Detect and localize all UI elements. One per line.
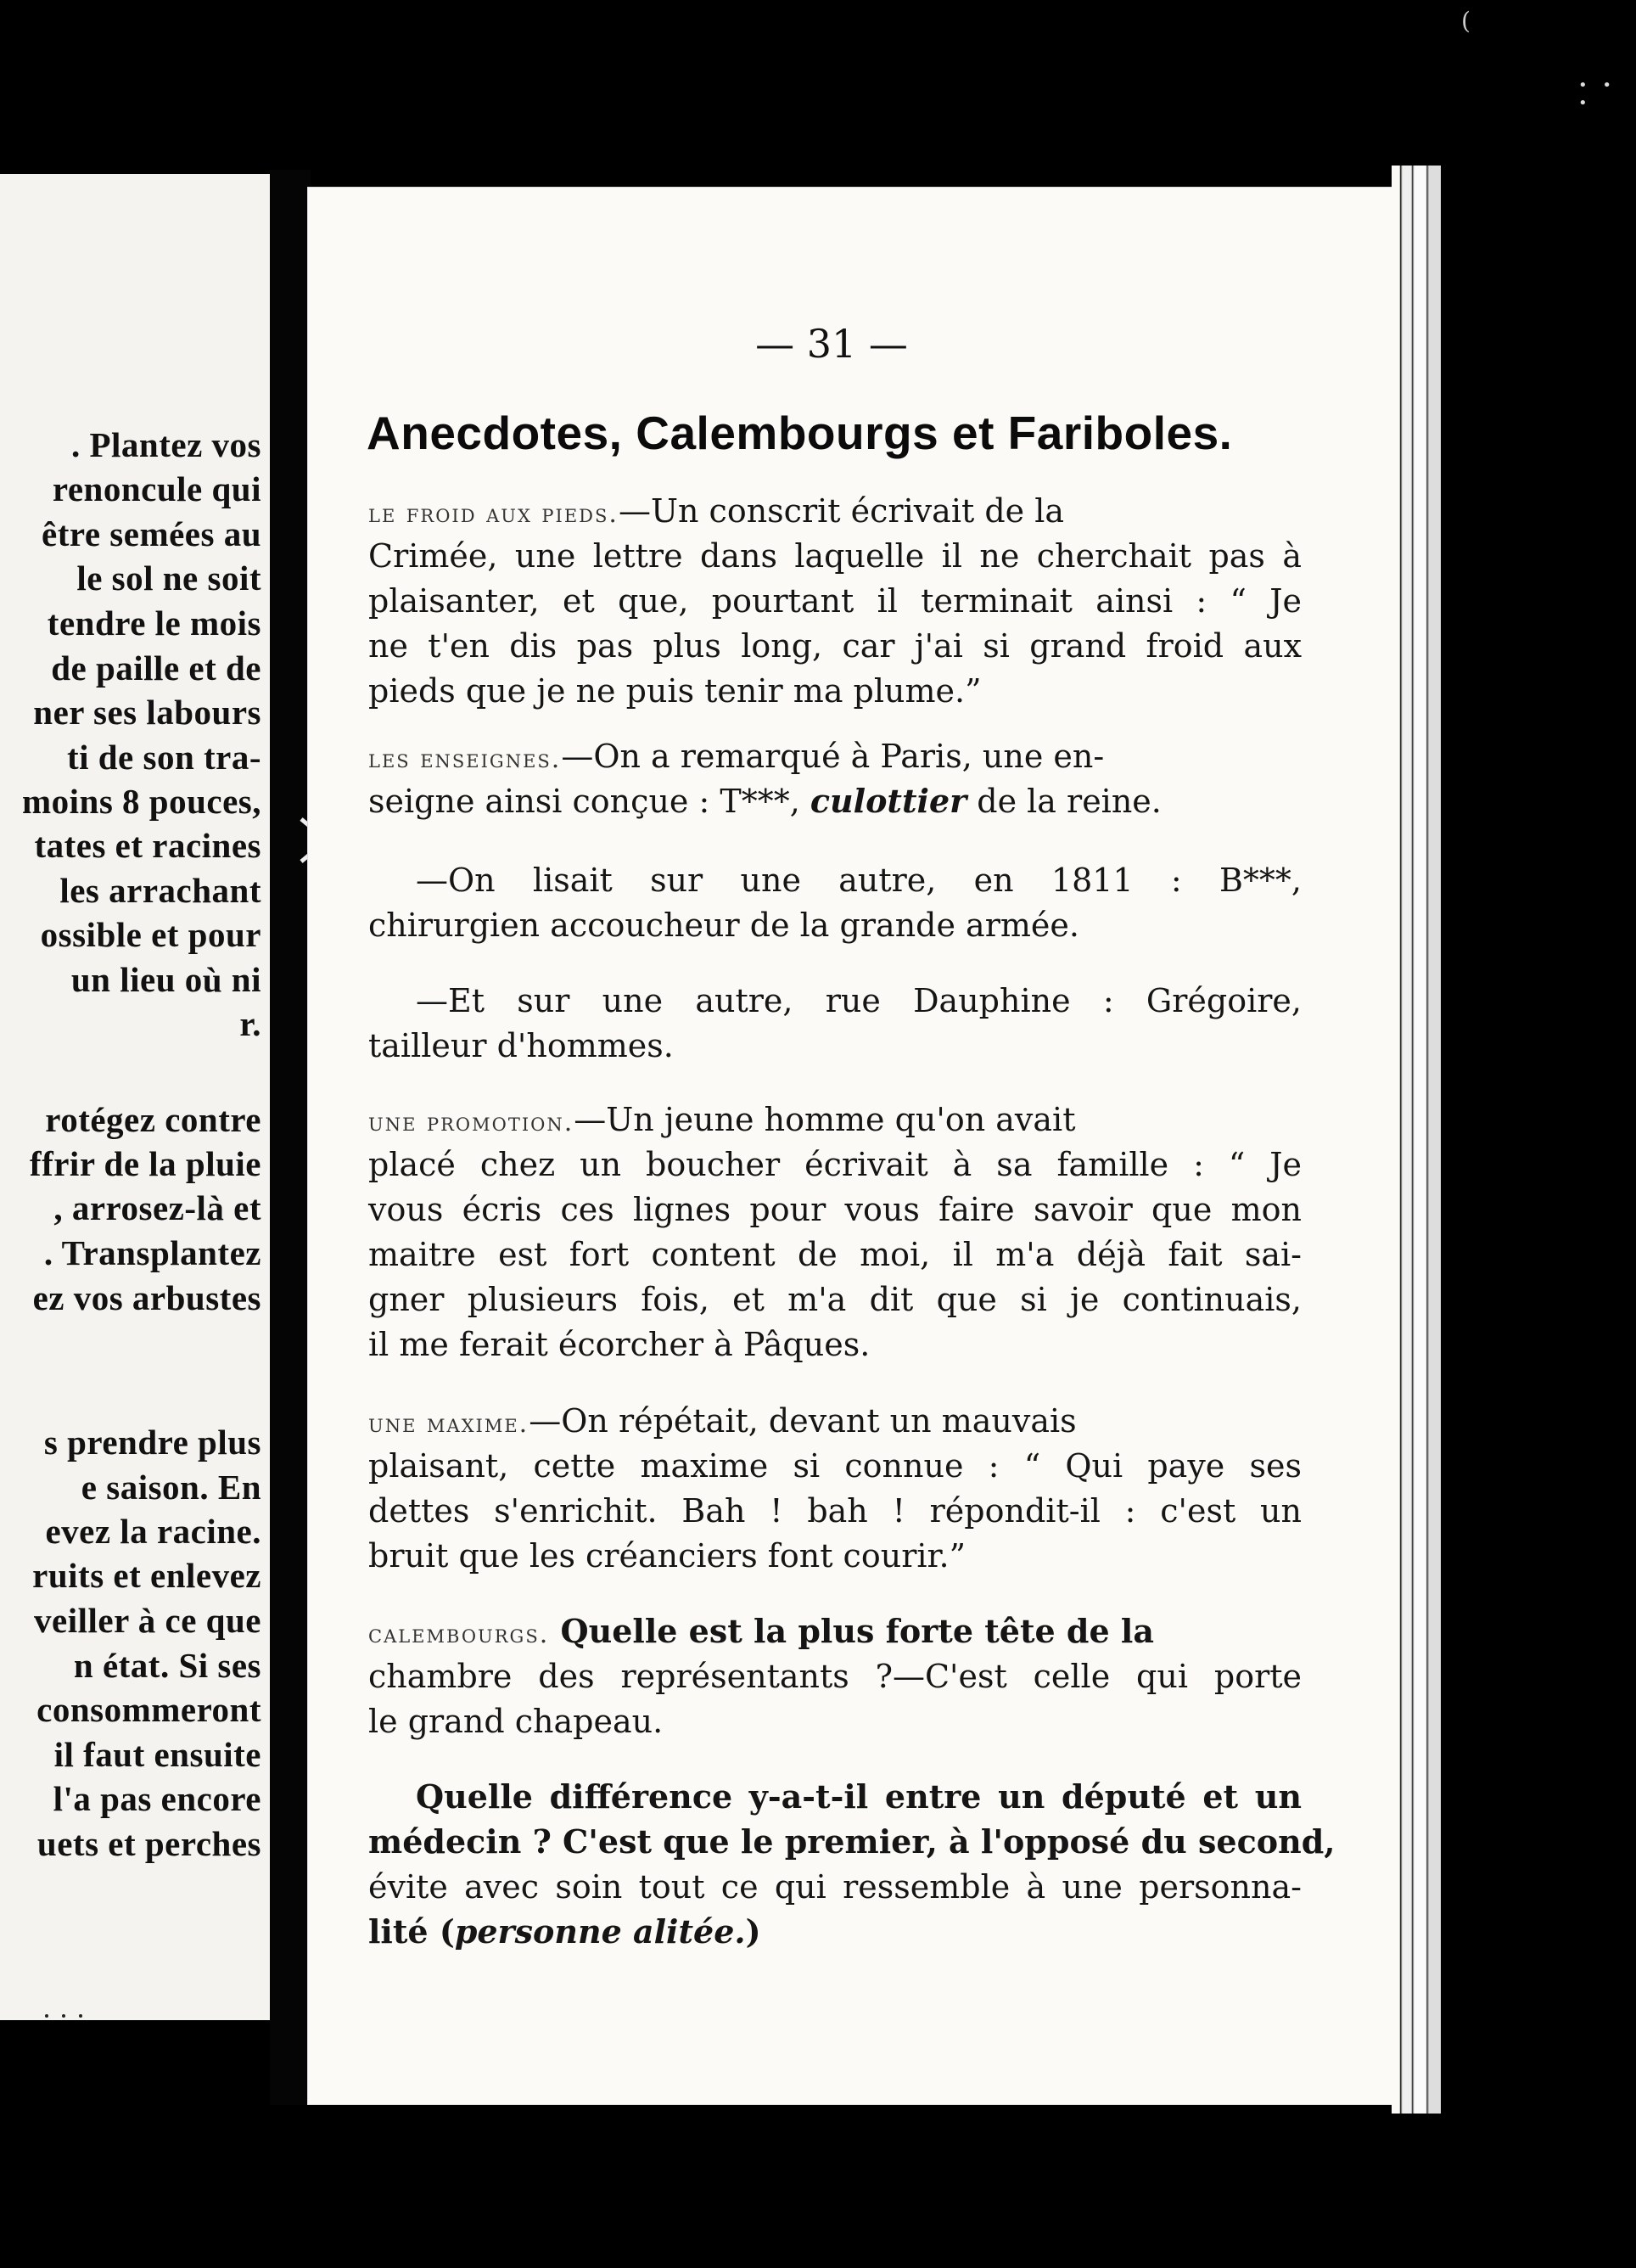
left-page-line: ner ses labours — [33, 693, 261, 732]
text-span: ) — [745, 1912, 761, 1951]
left-facing-page — [0, 174, 270, 2020]
text-line: chambre des représentants ?—C'est celle qui porte — [368, 1658, 1302, 1695]
text-line: chirurgien accoucheur de la grande armée. — [368, 907, 1079, 944]
italic-text: culottier — [810, 782, 967, 820]
left-page-line: uets et perches — [36, 1824, 261, 1863]
left-page-line: ossible et pour — [40, 915, 261, 954]
text-line: tailleur d'hommes. — [368, 1027, 674, 1064]
text-span: —Un jeune homme qu'on avait — [574, 1101, 1076, 1138]
text-line: gner plusieurs fois, et m'a dit que si je continuais, — [368, 1281, 1302, 1318]
left-page-line: , arrosez-là et — [53, 1188, 261, 1227]
left-page-line: moins 8 pouces, — [21, 782, 261, 821]
gutter-dots — [0, 2012, 102, 2020]
left-page-line: tendre le mois — [47, 603, 261, 643]
left-page-line: les arrachant — [59, 871, 261, 910]
text-line: Crimée, une lettre dans laquelle il ne cherchait pas à — [368, 537, 1302, 575]
text-line: plaisant, cette maxime si connue : “ Qui paye ses — [368, 1447, 1302, 1485]
left-page-line: evez la racine. — [45, 1512, 261, 1551]
left-page-line: consommeront — [36, 1690, 261, 1729]
left-page-line: renoncule qui — [52, 469, 261, 508]
left-page-line: ti de son tra- — [66, 738, 261, 777]
left-page-line: s prendre plus — [43, 1423, 261, 1462]
left-page-line: r. — [239, 1004, 261, 1043]
text-line: médecin ? C'est que le premier, à l'opposé du second, — [368, 1822, 1336, 1861]
left-page-line: tates et racines — [34, 826, 261, 865]
left-page-line: un lieu où ni — [70, 960, 261, 999]
left-page-line: de paille et de — [51, 648, 261, 688]
text-line — [368, 1402, 1302, 1440]
left-page-line: ez vos arbustes — [32, 1278, 261, 1317]
text-line: vous écris ces lignes pour vous faire savoir que mon — [368, 1191, 1302, 1228]
text-span: de la reine. — [966, 783, 1162, 820]
scan-mark: ( — [1461, 7, 1471, 35]
text-line: plaisanter, et que, pourtant il terminait ainsi : “ Je — [368, 582, 1302, 620]
page-edge-stack — [1392, 166, 1441, 2114]
text-line: pieds que je ne puis tenir ma plume.” — [368, 672, 982, 710]
text-line: ne t'en dis pas plus long, car j'ai si grand froid aux — [368, 627, 1302, 665]
text-line: maitre est fort content de moi, il m'a déjà fait sai- — [368, 1236, 1302, 1273]
left-page-line: . Transplantez — [43, 1233, 261, 1272]
anecdote-heading: calembourgs. — [368, 1620, 550, 1649]
left-page-line: ffrir de la pluie — [29, 1144, 261, 1183]
text-line — [368, 782, 1302, 820]
text-line: —Et sur une autre, rue Dauphine : Grégoire, — [416, 982, 1302, 1019]
section-title: Anecdotes, Calembourgs et Fariboles. — [367, 407, 1233, 459]
scan-marks: • • • — [1578, 76, 1616, 112]
text-line: évite avec soin tout ce qui ressemble à une personna- — [368, 1868, 1302, 1906]
left-page-line: le sol ne soit — [76, 559, 261, 598]
left-page-line: ruits et enlevez — [32, 1556, 261, 1595]
left-page-line: . Plantez vos — [71, 425, 261, 464]
text-span: —On a remarqué à Paris, une en- — [561, 738, 1105, 775]
left-page-line: être semées au — [42, 514, 261, 553]
text-line — [368, 738, 1302, 775]
text-line: le grand chapeau. — [368, 1703, 664, 1740]
text-line: placé chez un boucher écrivait à sa famille : “ Je — [368, 1146, 1302, 1183]
anecdote-heading: une promotion. — [368, 1108, 574, 1137]
text-span: Quelle est la plus forte tête de la — [549, 1612, 1154, 1650]
text-line — [368, 1612, 1302, 1650]
page-number: — 31 — — [755, 321, 908, 367]
left-page-line: l'a pas encore — [53, 1779, 261, 1818]
anecdote-heading: une maxime. — [368, 1409, 529, 1439]
text-line — [368, 492, 1302, 530]
left-page-line: e saison. En — [81, 1468, 261, 1507]
anecdote-heading: les enseignes. — [368, 744, 562, 774]
text-span: —On répétait, devant un mauvais — [529, 1402, 1077, 1440]
book-binding — [270, 170, 311, 2105]
text-line: dettes s'enrichit. Bah ! bah ! répondit-il : c'est un — [368, 1492, 1302, 1530]
text-line: —On lisait sur une autre, en 1811 : B***, — [416, 862, 1302, 899]
text-line: il me ferait écorcher à Pâques. — [368, 1326, 871, 1363]
text-line: Quelle différence y-a-t-il entre un député et un — [416, 1777, 1302, 1816]
text-span: —Un conscrit écrivait de la — [618, 492, 1065, 530]
left-page-line: il faut ensuite — [53, 1735, 261, 1774]
italic-text: personne alitée. — [454, 1912, 746, 1951]
left-page-line: rotégez contre — [45, 1100, 261, 1139]
left-page-line: veiller à ce que — [34, 1601, 261, 1640]
text-span: seigne ainsi conçue : T***, — [368, 783, 810, 820]
text-span: lité ( — [368, 1912, 455, 1951]
text-line: bruit que les créanciers font courir.” — [368, 1537, 966, 1575]
anecdote-heading: le froid aux pieds. — [368, 499, 619, 529]
left-page-line: n état. Si ses — [73, 1646, 261, 1685]
text-line — [368, 1103, 1302, 1136]
text-line — [368, 1912, 1302, 1951]
